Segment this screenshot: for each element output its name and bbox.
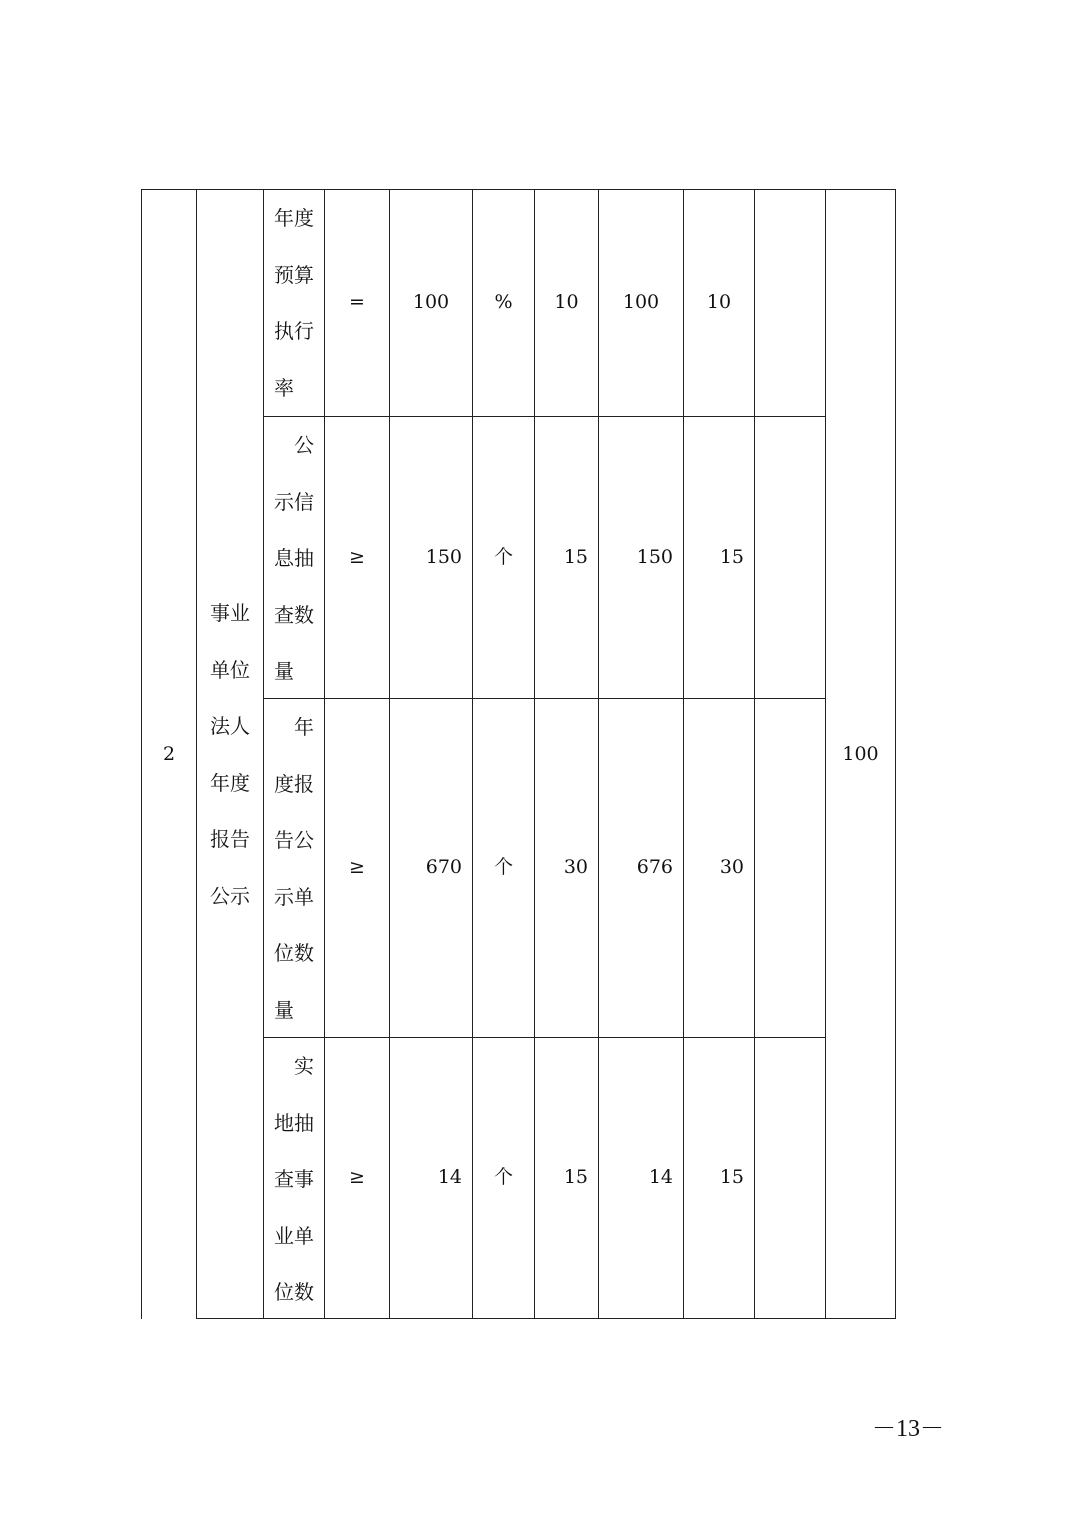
indicator-name-line: 率 xyxy=(274,375,294,400)
indicator-name-line: 示信 xyxy=(274,489,314,514)
indicator-operator-cell xyxy=(325,416,389,698)
indicator-operator-cell xyxy=(325,1037,389,1318)
indicator-weight: 15 xyxy=(563,545,588,568)
indicator-score: 30 xyxy=(719,856,744,878)
indicator-operator: ≥ xyxy=(349,545,365,568)
indicator-score-cell xyxy=(684,189,754,416)
indicator-target-cell xyxy=(390,189,472,416)
indicator-operator: ≥ xyxy=(349,856,365,878)
indicator-name-line: 年 xyxy=(274,715,314,739)
indicator-unit: % xyxy=(494,291,513,313)
indicator-operator: = xyxy=(349,291,365,313)
indicator-unit: 个 xyxy=(493,856,513,878)
indicator-operator-cell xyxy=(325,189,389,416)
indicator-weight-cell xyxy=(535,1037,598,1318)
indicator-remark-cell xyxy=(755,416,825,698)
indicator-score-cell xyxy=(684,1037,754,1318)
page-number: －13－ xyxy=(872,1416,944,1442)
indicator-name-line: 度报 xyxy=(274,771,314,796)
indicator-unit: 个 xyxy=(493,545,513,568)
indicator-weight-cell xyxy=(535,698,598,1037)
indicator-name-line: 告公 xyxy=(274,828,314,852)
indicator-target-cell xyxy=(390,416,472,698)
indicator-name-line: 实 xyxy=(274,1054,314,1078)
item-name-line: 年度 xyxy=(210,770,250,795)
indicator-remark-cell xyxy=(755,189,825,416)
indicator-name-cell xyxy=(274,417,314,700)
indicator-name-line: 执行 xyxy=(274,319,314,343)
item-name-cell xyxy=(210,585,250,924)
indicator-name-cell xyxy=(274,1038,314,1321)
indicator-score: 15 xyxy=(719,545,744,568)
indicator-weight: 10 xyxy=(554,291,579,313)
indicator-target: 670 xyxy=(425,856,462,878)
indicator-target: 150 xyxy=(425,545,462,568)
item-name-line: 事业 xyxy=(210,601,250,625)
indicator-remark-cell xyxy=(755,1037,825,1318)
indicator-name-line: 公 xyxy=(274,433,314,457)
indicator-name-line: 位数 xyxy=(274,1280,314,1304)
table-column-line xyxy=(263,189,264,1319)
indicator-score-cell xyxy=(684,416,754,698)
indicator-actual-cell xyxy=(599,189,683,416)
indicator-actual-cell xyxy=(599,416,683,698)
indicator-name-line: 预算 xyxy=(274,262,314,287)
indicator-weight: 15 xyxy=(563,1166,588,1188)
indicator-actual: 150 xyxy=(636,545,673,568)
indicator-unit-cell xyxy=(473,189,534,416)
indicator-name-cell xyxy=(274,699,314,1038)
indicator-target-cell xyxy=(390,698,472,1037)
indicator-unit-cell xyxy=(473,416,534,698)
indicator-name-line: 查数 xyxy=(274,602,314,627)
indicator-name-line: 业单 xyxy=(274,1223,314,1248)
indicator-remark-cell xyxy=(755,698,825,1037)
indicator-unit: 个 xyxy=(493,1166,513,1188)
indicator-name-line: 示单 xyxy=(274,884,314,909)
indicator-name-line: 地抽 xyxy=(274,1110,314,1135)
indicator-weight: 30 xyxy=(563,856,588,878)
indicator-weight-cell xyxy=(535,416,598,698)
indicator-score: 15 xyxy=(719,1166,744,1188)
row-number: 2 xyxy=(162,742,176,765)
indicator-actual: 676 xyxy=(636,856,673,878)
total-score: 100 xyxy=(842,742,879,765)
indicator-operator: ≥ xyxy=(349,1166,365,1188)
indicator-actual: 14 xyxy=(648,1166,673,1188)
indicator-unit-cell xyxy=(473,1037,534,1318)
indicator-name-line: 息抽 xyxy=(274,546,314,570)
item-name-line: 单位 xyxy=(210,657,250,682)
indicator-score: 10 xyxy=(706,291,732,313)
indicator-actual-cell xyxy=(599,1037,683,1318)
table-column-line xyxy=(196,189,197,1319)
indicator-name-line: 量 xyxy=(274,997,294,1022)
indicator-target: 100 xyxy=(412,291,450,313)
indicator-target: 14 xyxy=(437,1166,462,1188)
indicator-name-line: 查事 xyxy=(274,1167,314,1191)
indicator-weight-cell xyxy=(535,189,598,416)
item-name-line: 报告 xyxy=(210,827,250,851)
item-name-line: 公示 xyxy=(210,883,250,908)
indicator-actual-cell xyxy=(599,698,683,1037)
indicator-target-cell xyxy=(390,1037,472,1318)
item-name-line: 法人 xyxy=(210,714,250,738)
indicator-name-cell xyxy=(274,190,314,416)
row-number-cell xyxy=(142,189,196,1319)
indicator-name-line: 年度 xyxy=(274,206,314,230)
total-score-cell xyxy=(826,189,895,1319)
indicator-actual: 100 xyxy=(622,291,660,313)
table-border-right xyxy=(895,189,896,1319)
indicator-operator-cell xyxy=(325,698,389,1037)
indicator-unit-cell xyxy=(473,698,534,1037)
indicator-score-cell xyxy=(684,698,754,1037)
indicator-name-line: 位数 xyxy=(274,941,314,965)
indicator-name-line: 量 xyxy=(274,659,294,683)
